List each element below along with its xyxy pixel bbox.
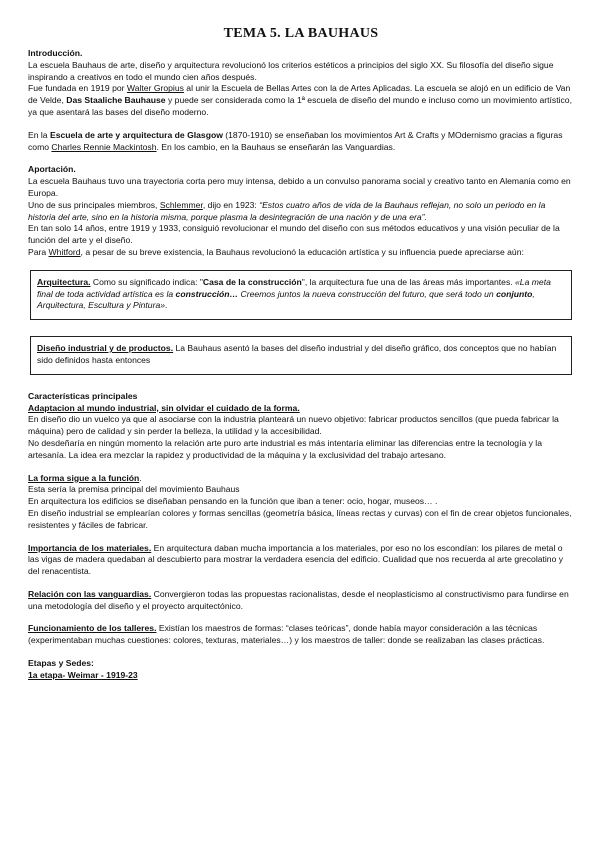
arquitectura-box: [30, 270, 572, 320]
adaptacion-paragraph-2: No desdeñaría en ningún momento la relación arte puro arte industrial es más intentaría eliminar las diferencias entre la tecnología y la artesanía. La idea era mezclar la rapidez y productividad de la máquina y la exclusividad del trabajo artesano.: [28, 437, 543, 460]
etapa-1-heading: 1a etapa- Weimar - 1919-23: [28, 669, 138, 680]
document-title: TEMA 5. LA BAUHAUS: [223, 26, 379, 41]
aportacion-paragraph-2: Uno de sus principales miembros, Schlemmer, dijo en 1923: “Estos cuatro años de vida de la Bauhaus reflejan, no solo un periodo en la historia del arte, sino en la historia misma, porque plasma la desintegración de una nación y de una era”.: [28, 199, 546, 222]
caracteristicas-heading: Características principales: [28, 390, 138, 401]
intro-heading: Introducción.: [28, 48, 83, 58]
materiales-paragraph: Importancia de los materiales. En arquitectura daban mucha importancia a los materiales, por eso no los escondían: los pilares de metal o las vigas de madera quedaban al descubierto para mostrar la verdadera esencia del edificio. Cualidad que nos recuerda al arte grecolatino y del renacentista.: [28, 542, 564, 577]
aportacion-paragraph-1: La escuela Bauhaus tuvo una trayectoria corta pero muy intensa, debido a un convulso panorama social y creativo tanto en Alemania como en Europa.: [28, 176, 571, 198]
adaptacion-heading: Adaptacion al mundo industrial, sin olvidar el cuidado de la forma.: [28, 402, 300, 413]
schlemmer-link[interactable]: Schlemmer: [159, 199, 203, 210]
etapas-heading: Etapas y Sedes:: [28, 658, 94, 669]
whitford-link[interactable]: Whitford: [48, 246, 81, 257]
forma-paragraph-1: Esta sería la premisa principal del movimiento Bauhaus: [28, 484, 240, 495]
intro-paragraph-3: En la Escuela de arte y arquitectura de Glasgow (1870-1910) se enseñaban los movimientos Art & Crafts y MOdernismo gracias a figuras como Charles Rennie Mackintosh. En los cambio, en la Bauhaus se enseñarán las Vanguardias.: [28, 129, 563, 152]
document-page: [28, 26, 574, 682]
aportacion-paragraph-4: Para Whitford, a pesar de su breve existencia, la Bauhaus revolucionó la educación artística y su influencia puede apreciarse aún:: [28, 246, 524, 257]
forma-paragraph-2: En arquitectura los edificios se diseñaban pensando en la función que iban a tener: ocio, hogar, museos… .: [28, 496, 438, 507]
diseno-text: Diseño industrial y de productos. La Bauhaus asentó la bases del diseño industrial y del diseño gráfico, dos conceptos que no habían sido definidos hasta entonces: [37, 343, 557, 365]
arquitectura-label: Arquitectura.: [37, 276, 91, 287]
forma-paragraph-3: En diseño industrial se emplearían colores y formas sencillas (geometría básica, líneas rectas y curvas) con el fin de crear objetos funcionales, resistentes y fáciles de fabricar.: [28, 507, 572, 530]
adaptacion-paragraph-1: En diseño dio un vuelco ya que al asociarse con la industria planteará un nuevo objetivo: fabricar productos sencillos (que pueda fabricar la máquina) pero de calidad y sin perder la belleza, la utilidad y la accesibilidad.: [28, 414, 559, 437]
vanguardias-paragraph: Relación con las vanguardias. Convergieron todas las propuestas racionalistas, desde el neoplasticismo al constructivismo para fundirse en una metodología del diseño y el proyecto arquitectónico.: [28, 588, 569, 611]
intro-paragraph-2: Fue fundada en 1919 por Walter Gropius al unir la Escuela de Bellas Artes con la de Artes Aplicadas. La escuela se alojó en un edificio de Van de Velde, Das Staaliche Bauhause y puede ser considerada como la 1ª escuela de diseño del mundo e incluso como un movimiento artístico, ya que asentará las bases del diseño moderno.: [28, 83, 572, 117]
diseno-label: Diseño industrial y de productos.: [37, 343, 174, 354]
intro-paragraph-1: La escuela Bauhaus de arte, diseño y arquitectura revolucionó los criterios estéticos a principios del siglo XX. Su filosofía del diseño sigue inspirando a creativos en todo el mundo cien años después.: [28, 59, 554, 82]
gropius-link[interactable]: Walter Gropius: [126, 83, 184, 94]
diseno-box: [30, 336, 572, 375]
aportacion-paragraph-3: En tan solo 14 años, entre 1919 y 1933, consiguió revolucionar el mundo del diseño con sus métodos educativos y una visión peculiar de la función del arte y el diseño.: [28, 223, 560, 246]
mackintosh-link[interactable]: Charles Rennie Mackintosh: [51, 141, 157, 152]
talleres-paragraph: Funcionamiento de los talleres. Existían los maestros de formas: “clases teóricas”, donde había mayor consideración a las técnicas (experimentaban muchas cuestiones: colores, texturas, materiales…) y los maestros de taller: donde se realizaban las clases prácticas.: [28, 623, 545, 646]
aportacion-heading: Aportación.: [28, 164, 76, 175]
forma-heading: La forma sigue a la función.: [28, 472, 142, 483]
arquitectura-text: Arquitectura. Como su significado indica: "Casa de la construcción", la arquitectura fue una de las áreas más importantes. «La meta final de toda actividad artística es la construcción… Creemos juntos la nueva construcción del futuro, que será todo un conjunto, Arquitectura, Escultura y Pintura».: [37, 276, 551, 311]
